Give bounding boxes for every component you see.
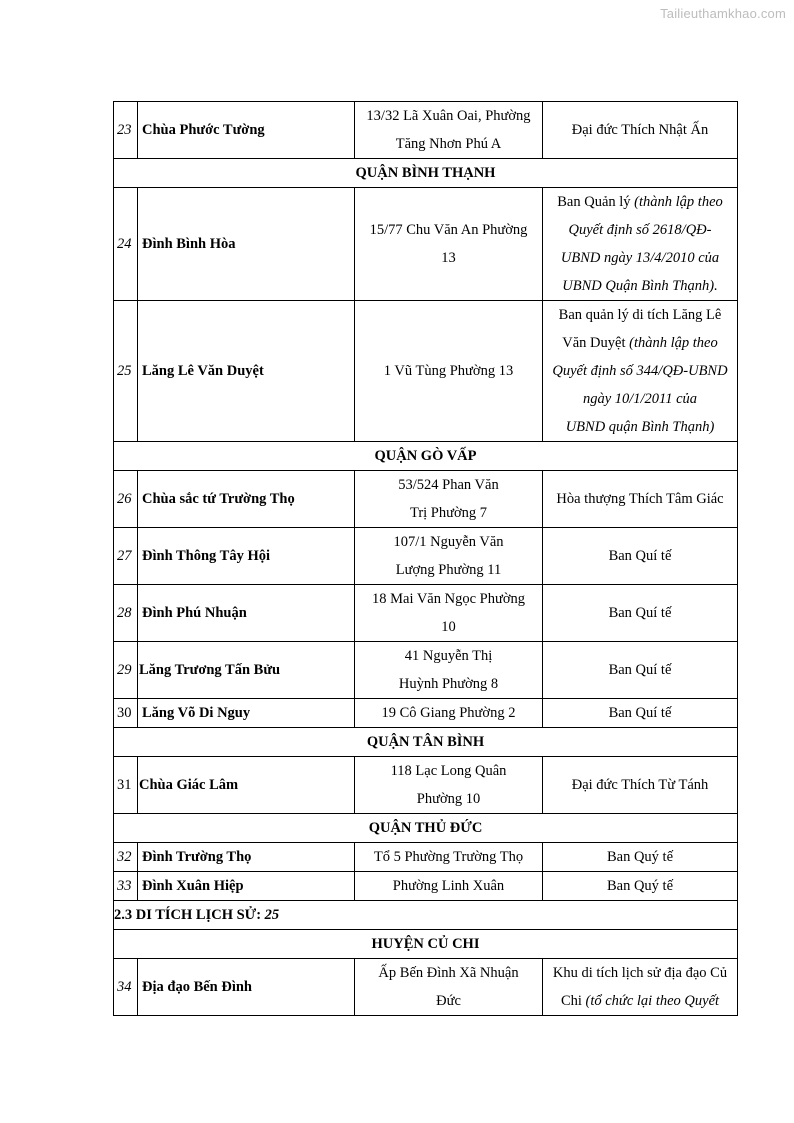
site-manager: Khu di tích lịch sử địa đạo Củ Chi (tổ chức lại theo Quyết	[543, 959, 738, 1016]
district-header: HUYỆN CỦ CHI	[114, 930, 738, 959]
site-manager: Đại đức Thích Nhật Ấn	[543, 102, 738, 159]
site-manager: Đại đức Thích Từ Tánh	[543, 757, 738, 814]
table-row	[114, 528, 738, 585]
district-header: QUẬN BÌNH THẠNH	[114, 159, 738, 188]
site-address: 13/32 Lã Xuân Oai, Phường Tăng Nhơn Phú A	[355, 102, 543, 159]
table-row	[114, 188, 738, 301]
district-header-row	[114, 442, 738, 471]
site-address: 15/77 Chu Văn An Phường 13	[355, 188, 543, 301]
site-name: Đình Trường Thọ	[138, 843, 355, 872]
site-name: Đình Phú Nhuận	[138, 585, 355, 642]
table-row	[114, 642, 738, 699]
site-manager: Ban Quí tế	[543, 585, 738, 642]
table-row	[114, 843, 738, 872]
site-manager: Hòa thượng Thích Tâm Giác	[543, 471, 738, 528]
site-address: 1 Vũ Tùng Phường 13	[355, 301, 543, 442]
site-name: Chùa sắc tứ Trường Thọ	[138, 471, 355, 528]
site-address: 18 Mai Văn Ngọc Phường 10	[355, 585, 543, 642]
row-number: 23	[114, 102, 138, 159]
district-header: QUẬN GÒ VẤP	[114, 442, 738, 471]
site-address: 107/1 Nguyễn Văn Lượng Phường 11	[355, 528, 543, 585]
row-number: 28	[114, 585, 138, 642]
site-address: Ấp Bến Đình Xã Nhuận Đức	[355, 959, 543, 1016]
table-row	[114, 471, 738, 528]
site-manager: Ban Quí tế	[543, 642, 738, 699]
row-number: 33	[114, 872, 138, 901]
row-number: 34	[114, 959, 138, 1016]
row-number: 25	[114, 301, 138, 442]
site-name: Đình Thông Tây Hội	[138, 528, 355, 585]
site-manager: Ban Quí tế	[543, 528, 738, 585]
row-number: 29	[114, 642, 138, 699]
row-number: 26	[114, 471, 138, 528]
watermark: Tailieuthamkhao.com	[660, 6, 786, 21]
row-number: 30	[114, 699, 138, 728]
table-row	[114, 102, 738, 159]
table-row	[114, 757, 738, 814]
site-manager: Ban Quí tế	[543, 699, 738, 728]
row-number: 31	[114, 757, 138, 814]
district-header-row	[114, 159, 738, 188]
site-name: Chùa Giác Lâm	[138, 757, 355, 814]
site-address: 41 Nguyễn Thị Huỳnh Phường 8	[355, 642, 543, 699]
table-row	[114, 699, 738, 728]
table-row	[114, 872, 738, 901]
table-row	[114, 585, 738, 642]
row-number: 32	[114, 843, 138, 872]
district-header-row	[114, 930, 738, 959]
site-address: 118 Lạc Long Quân Phường 10	[355, 757, 543, 814]
site-name: Đình Bình Hòa	[138, 188, 355, 301]
site-manager: Ban quản lý di tích Lăng Lê Văn Duyệt (thành lập theo Quyết định số 344/QĐ-UBND ngày 10/1/2011 của UBND quận Bình Thạnh)	[543, 301, 738, 442]
section-heading: 2.3 DI TÍCH LỊCH SỬ: 25	[114, 901, 738, 930]
district-header-row	[114, 728, 738, 757]
site-name: Đình Xuân Hiệp	[138, 872, 355, 901]
site-name: Địa đạo Bến Đình	[138, 959, 355, 1016]
row-number: 24	[114, 188, 138, 301]
site-name: Lăng Lê Văn Duyệt	[138, 301, 355, 442]
site-address: 53/524 Phan Văn Trị Phường 7	[355, 471, 543, 528]
site-name: Lăng Trương Tấn Bửu	[138, 642, 355, 699]
table-row	[114, 301, 738, 442]
site-manager: Ban Quản lý (thành lập theo Quyết định số 2618/QĐ- UBND ngày 13/4/2010 của UBND Quận Bình Thạnh).	[543, 188, 738, 301]
site-manager: Ban Quý tế	[543, 872, 738, 901]
district-header: QUẬN TÂN BÌNH	[114, 728, 738, 757]
table-row	[114, 959, 738, 1016]
heritage-table	[113, 101, 738, 1016]
site-name: Chùa Phước Tường	[138, 102, 355, 159]
site-address: Phường Linh Xuân	[355, 872, 543, 901]
section-row	[114, 901, 738, 930]
site-name: Lăng Võ Di Nguy	[138, 699, 355, 728]
site-manager: Ban Quý tế	[543, 843, 738, 872]
district-header: QUẬN THỦ ĐỨC	[114, 814, 738, 843]
district-header-row	[114, 814, 738, 843]
site-address: 19 Cô Giang Phường 2	[355, 699, 543, 728]
row-number: 27	[114, 528, 138, 585]
site-address: Tổ 5 Phường Trường Thọ	[355, 843, 543, 872]
